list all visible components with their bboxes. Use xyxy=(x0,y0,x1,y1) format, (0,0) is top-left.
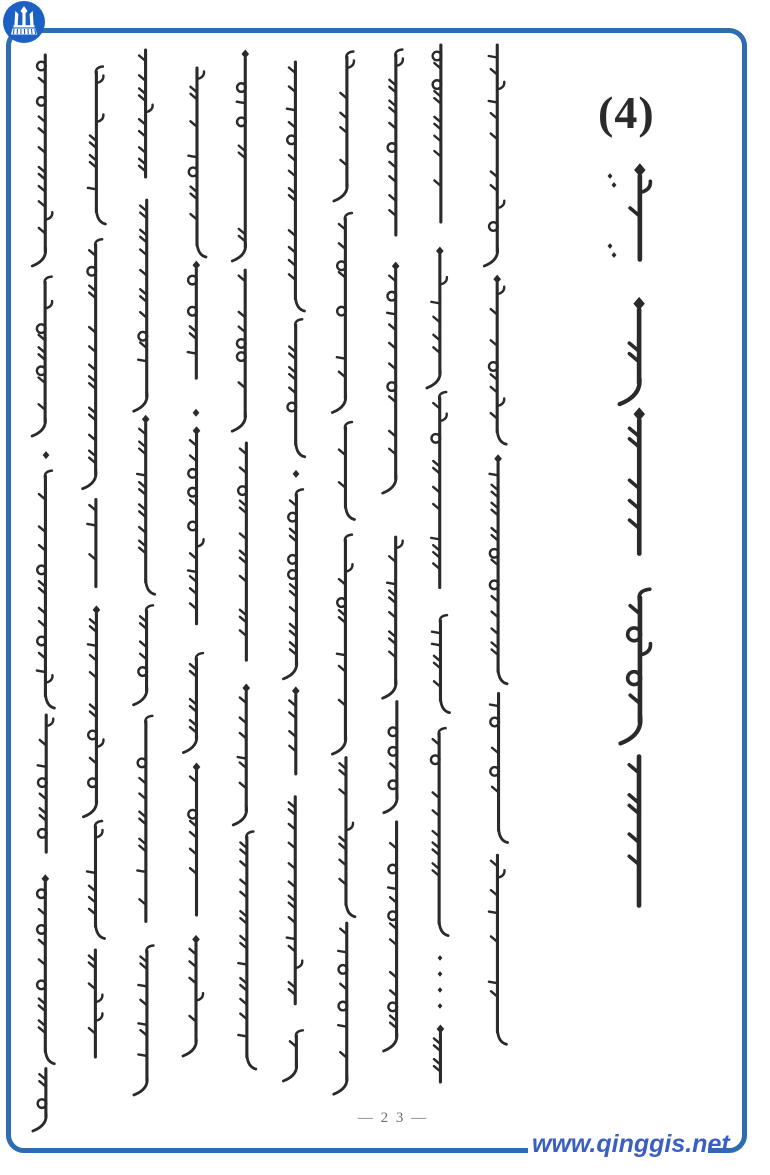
mongolian-text-column xyxy=(484,45,507,1044)
website-watermark: www.qinggis.net xyxy=(532,1130,730,1158)
qinggis-logo-icon xyxy=(1,0,47,46)
mongolian-header-column xyxy=(620,163,651,905)
mongolian-text-column xyxy=(32,55,54,1131)
mongolian-text-column xyxy=(332,52,355,1095)
page-number: — 2 3 — xyxy=(357,1110,429,1126)
mongolian-text-column xyxy=(283,62,304,1081)
header-quote-dots xyxy=(608,173,617,258)
mongolian-text-column xyxy=(383,50,403,1052)
mongolian-text-column xyxy=(183,68,206,1056)
mongolian-text-column xyxy=(134,50,155,1095)
mongolian-text-column xyxy=(83,67,106,1058)
mongolian-text-column xyxy=(427,45,450,1082)
mongolian-text-column xyxy=(232,50,256,1069)
section-number: (4) xyxy=(598,87,655,138)
